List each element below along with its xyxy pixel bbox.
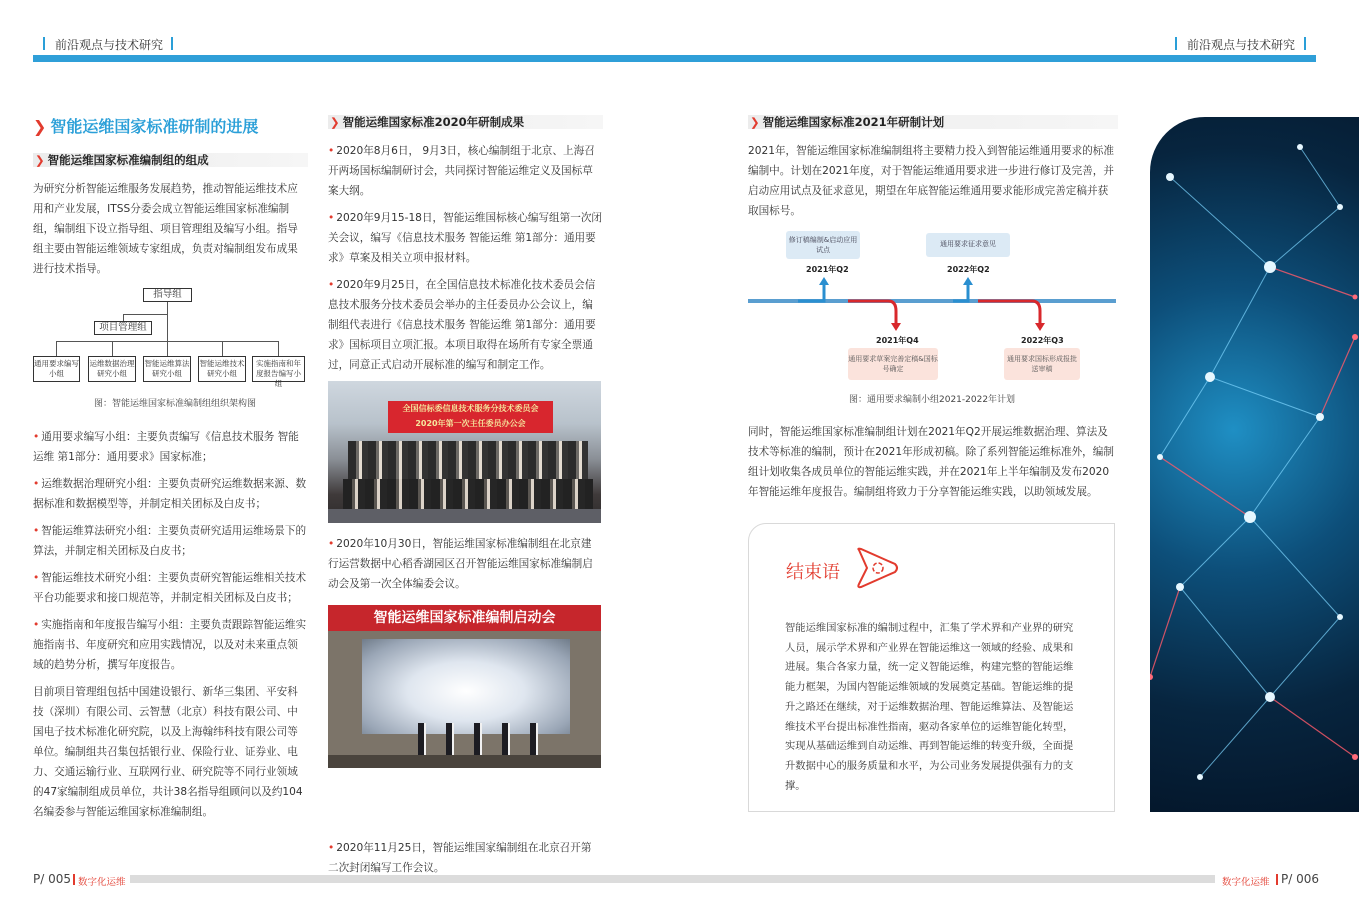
conclusion-title: 结束语 [786,562,840,583]
org-top-node: 指导组 [143,288,192,302]
footer-right-brand: 数字化运维 [1222,877,1270,888]
network-graphic [1150,117,1359,812]
plan-paragraph-2: 同时，智能运维国家标准编制组计划在2021年Q2开展运维数据治理、算法及技术等标准的编制，预计在2021年形成初稿。除了系列智能运维标准外，编制组计划收集各成员单位的智能运维实践，并在2021年上半年编制及发布2020年智能运维年度报告。编制组将致力于分享智能运维实践，以助领域发展。 [748,426,1114,498]
photo-people-row [343,479,593,509]
bullet-item: • 实施指南和年度报告编写小组：主要负责跟踪智能运维实施指南书、年度研究和应用实践情况，以及对未来重点领域的趋势分析，撰写年度报告。 [33,619,307,671]
conclusion-text: 智能运维国家标准的编制过程中，汇集了学术界和产业界的研究人员，展示学术界和产业界在智能运维这一领域的经验、成果和进展。集合各家力量，统一定义智能运维，构建完整的智能运维能力框架，为国内智能运维领域的发展奠定基础。智能运维的提升之路还在继续，对于运维数据治理、智能运维算法、及智能运维技术平台提出标准性指南，驱动各家单位的运维智能化转型，实现从基础运维到自动运维、再到智能运维的转变升级，全面提升数据中心的服务质量和水平，为公司业务发展提供强有力的支撑。 [785,622,1074,792]
timeline-label-2022q3: 2022年Q3 [1021,336,1064,345]
result-item: • 2020年9月15-18日，智能运维国标核心编写组第一次闭关会议，编写《信息技术服务 智能运维 第1部分：通用要求》草案及相关立项申报材料。 [328,212,603,264]
bullet-list [33,427,307,822]
header-left-title: 前沿观点与技术研究 [55,38,164,52]
org-caption: 图：智能运维国家标准编制组组织架构图 [94,399,257,409]
photo-people-row [408,723,558,758]
timeline-caption: 图：通用要求编制小组2021-2022年计划 [849,395,1016,405]
org-mid-node: 项目管理组 [94,321,152,335]
timeline-box-2021q4: 通用要求草案完善定稿&国标号确定 [848,348,938,380]
section-head-2020: ❯ 智能运维国家标准2020年研制成果 [328,115,603,129]
result-item: • 2020年10月30日，智能运维国家标准编制组在北京建行运营数据中心稻香湖园区召开智能运维国家标准编制启动会及第一次全体编委会议。 [328,538,593,590]
header-left-bar-end [171,37,173,50]
footer-left-page: P/ 005 [33,872,71,886]
results-2020-top [328,141,602,375]
header-right-bar-end [1304,37,1306,50]
photo-banner: 智能运维国家标准编制启动会 [328,605,601,631]
photo-banner: 全国信标委信息技术服务分技术委员会 2020年第一次主任委员办公会 [388,401,553,433]
network-image [1150,117,1359,812]
org-leaf: 通用要求编写小组 [33,356,80,382]
footer-right-page: P/ 006 [1281,872,1319,886]
section-head-2021: ❯ 智能运维国家标准2021年研制计划 [748,115,1118,129]
meeting-photo-2 [328,605,601,768]
timeline-box-2022q2: 通用要求征求意见 [926,233,1010,257]
org-leaf: 运维数据治理研究小组 [88,356,136,382]
closing-paragraph: 目前项目管理组包括中国建设银行、新华三集团、平安科技（深圳）有限公司、云智慧（北京）科技有限公司、中国电子技术标准化研究院，以及上海翰纬科技有限公司等单位。编制组共召集包括银行业、保险行业、证券业、电力、交通运输行业、互联网行业、研究院等不同行业领域的47家编制组成员单位，共计38名指导组顾问以及约104名编委参与智能运维国家标准编制组。 [33,686,303,818]
timeline-label-2022q2: 2022年Q2 [947,265,990,274]
section-head-org: ❯ 智能运维国家标准编制组的组成 [33,153,308,167]
timeline-box-2022q3: 通用要求国标形成报批送审稿 [1004,348,1080,380]
photo-screen [362,639,570,734]
photo-people-row [348,441,588,481]
header-left-bar [43,37,45,50]
timeline-label-2021q4: 2021年Q4 [876,336,919,345]
bullet-item: • 运维数据治理研究小组：主要负责研究运维数据来源、数据标准和数据模型等，并制定相关团标及白皮书； [33,478,307,510]
meeting-photo-1 [328,381,601,523]
org-leaf: 智能运维技术研究小组 [198,356,246,382]
footer-bar [130,875,1215,883]
header-band [33,55,1316,62]
bullet-item: • 智能运维算法研究小组：主要负责研究适用运维场景下的算法，并制定相关团标及白皮书； [33,525,307,557]
bullet-item: • 智能运维技术研究小组：主要负责研究智能运维相关技术平台功能要求和接口规范等，并制定相关团标及白皮书； [33,572,307,604]
timeline-label-2021q2: 2021年Q2 [806,265,849,274]
footer-left-brand: 数字化运维 [78,877,126,888]
timeline-box-2021q2: 修订稿编制&启动应用试点 [786,231,860,259]
timeline-diagram [748,225,1116,385]
org-leaf: 智能运维算法研究小组 [143,356,191,382]
result-item: • 2020年8月6日， 9月3日，核心编制组于北京、上海召开两场国标编制研讨会，共同探讨智能运维定义及国标草案大纲。 [328,145,595,197]
plan-intro: 2021年，智能运维国家标准编制组将主要精力投入到智能运维通用要求的标准编制中。计划在2021年度，对于智能运维通用要求进一步进行修订及完善，并启动应用试点及征求意见，期望在年底智能运维通用要求能形成完善定稿并获取国标号。 [748,145,1114,217]
conclusion-box [748,523,1115,812]
header-right-bar [1175,37,1177,50]
bullet-item: • 通用要求编写小组：主要负责编写《信息技术服务 智能运维 第1部分：通用要求》国家标准； [33,431,299,463]
page-title: ❯ 智能运维国家标准研制的进展 [33,117,259,136]
play-icon [853,546,901,590]
result-item: • 2020年9月25日，在全国信息技术标准化技术委员会信息技术服务分技术委员会举办的主任委员办公会议上，编制组代表进行《信息技术服务 智能运维 第1部分：通用要求》国标项目立项汇报。本项目取得在场所有专家全票通过，同意正式启动开展标准的编写和制定工作。 [328,279,596,371]
org-leaf: 实施指南和年度报告编写小组 [252,356,305,382]
header-right-title: 前沿观点与技术研究 [1187,38,1296,52]
result-item: • 2020年11月25日，智能运维国家编制组在北京召开第二次封闭编写工作会议。 [328,842,592,874]
intro-paragraph: 为研究分析智能运维服务发展趋势，推动智能运维技术应用和产业发展，ITSS分委会成立智能运维国家标准编制组，编制组下设立指导组、项目管理组及编写小组。指导组主要由智能运维领域专家组成，负责对编制组发布成果进行技术指导。 [33,183,298,275]
